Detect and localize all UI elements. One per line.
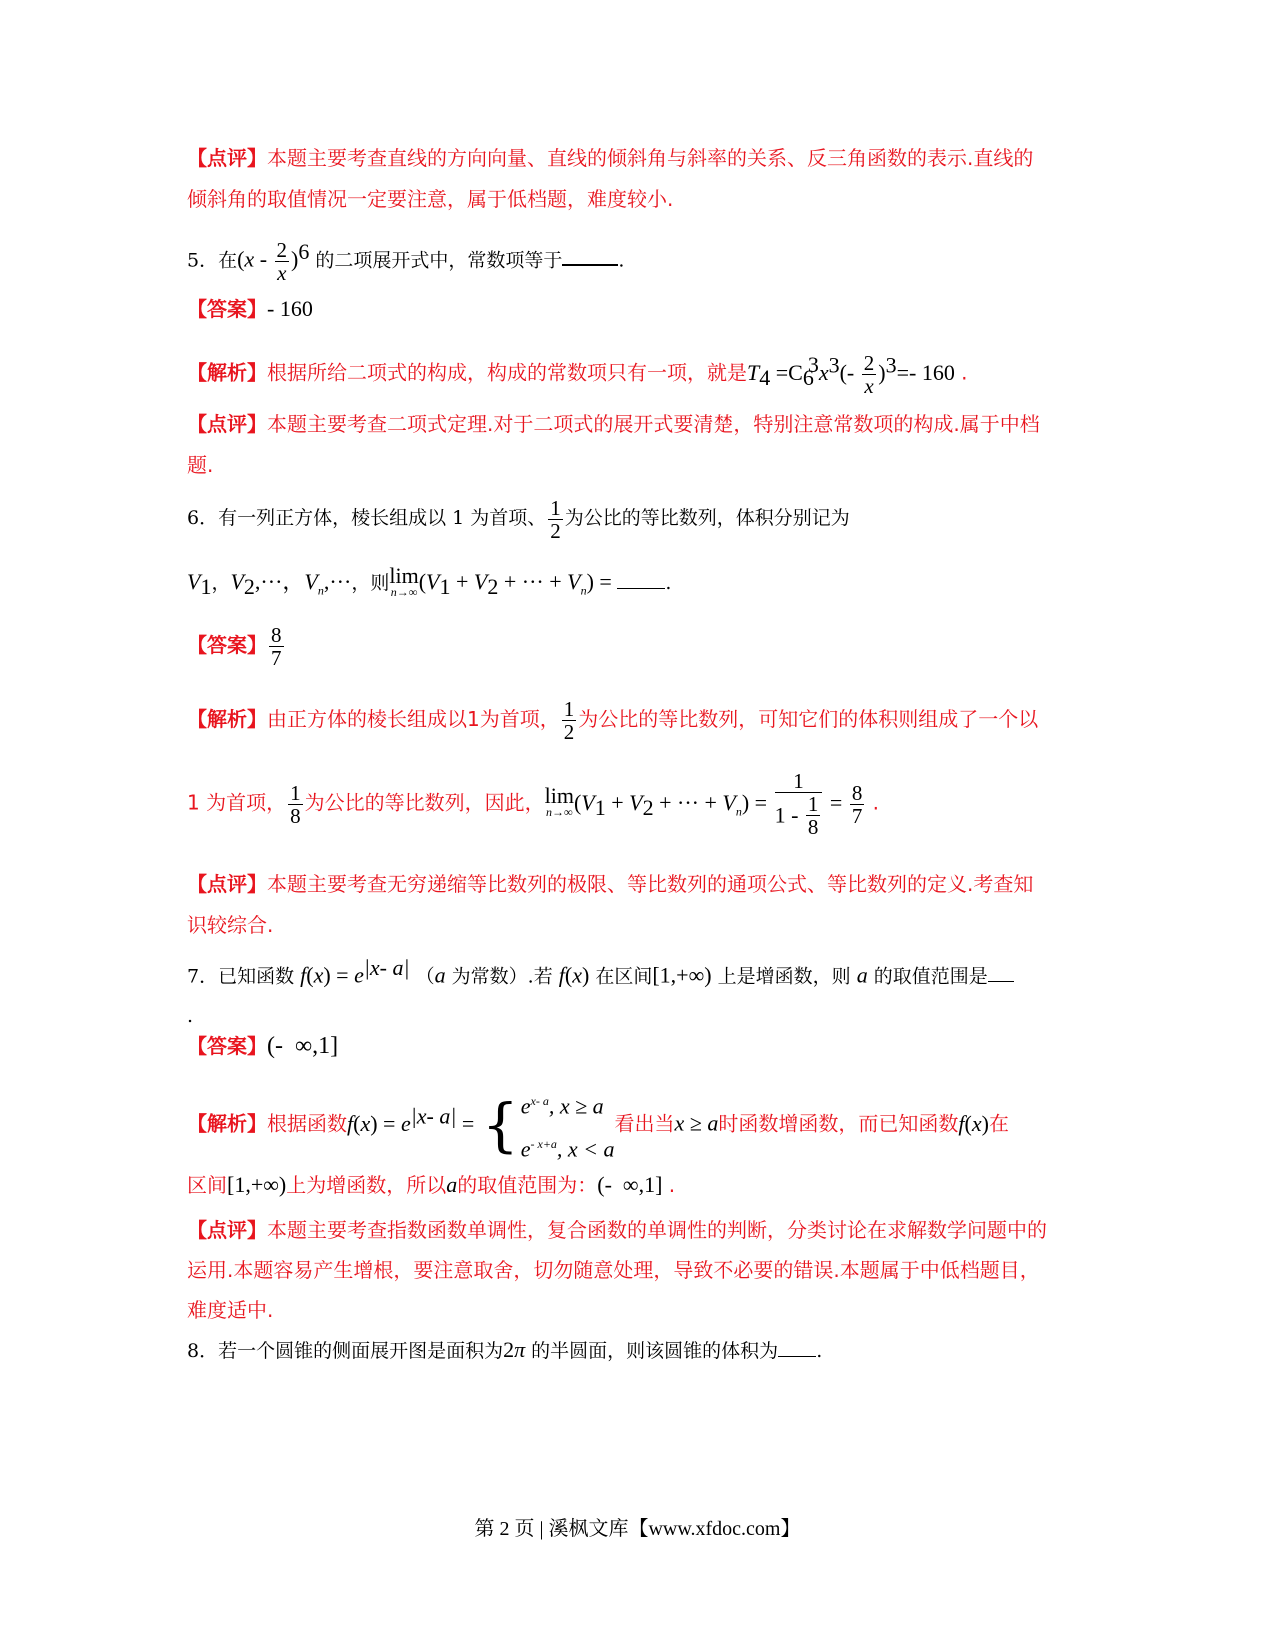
review-tag: 【点评】 [187,1218,267,1242]
q7-analysis-a: 根据函数 [267,1111,347,1136]
review-text-line2: 题. [187,453,214,477]
review-tag: 【点评】 [187,872,267,896]
q7-review [187,1210,1087,1330]
review-text-line1: 本题主要考查二项式定理.对于二项式的展开式要清楚，特别注意常数项的构成.属于中档 [267,412,1040,436]
q5-review [187,404,1087,486]
review-tag: 【点评】 [187,412,267,436]
q5-analysis: 【解析】根据所给二项式的构成，构成的常数项只有一项，就是$T_4 =C_6^3x^3(-$ $\frac{2}{x}$ )$^3$=- 160 . [187,350,968,398]
answer-blank [562,250,618,266]
question-6-line2: $V_1$，$V_2,\cdot\cdot\cdot$，$V_n,\cdot\cdot\cdot$，则 lim n→∞ ($V_1 + V_2$ + ··· + $V_n$) = . [187,563,672,599]
q7-analysis2a: 区间 [187,1173,227,1197]
q6-analysis-text2b: 为公比的等比数列，因此， [304,790,545,815]
q6-analysis-line2: 1 为首项， $\frac{1}{8}$ 为公比的等比数列，因此， lim n→∞ ($V_1 + V_2$ + ··· + $V_n$) = 1 1 - $\frac{1}{8}$ = $\frac{8}{7}$ . [187,769,880,839]
q7-inc-text: 上是增函数，则 [717,965,851,988]
q7-paren: （ [415,965,435,988]
review-tag: 【点评】 [187,146,267,170]
review-text-line1: 本题主要考查无穷递缩等比数列的极限、等比数列的通项公式、等比数列的定义.考查知 [267,872,1034,896]
analysis-tag: 【解析】 [187,707,267,731]
brace: { [481,1091,519,1160]
q5-analysis-text: 根据所给二项式的构成，构成的常数项只有一项，就是 [267,360,747,385]
q8-number: 8．若一个圆锥的侧面展开图是面积为 [187,1340,504,1362]
question-7: 7．已知函数 $f(x) = e^{|x- a|}$ （a 为常数）.若 f(x) 在区间[1,+∞) 上是增函数，则 a 的取值范围是 . [187,948,1087,1036]
q6-analysis-text1b: 为公比的等比数列，可知它们的体积则组成了一个以 [578,707,1039,731]
q6-number: 6．有一列正方体，棱长组成以 1 为首项、 [187,507,547,529]
q7-number: 7．已知函数 [187,965,295,988]
q7-analysis-b: 看出当 [614,1111,675,1136]
review-q4 [187,138,1087,220]
fraction-limit-result: 1 1 - $\frac{1}{8}$ [775,770,823,838]
review-text-line2: 识较综合. [187,913,274,937]
q6-answer [187,620,1087,670]
q5-text: 的二项展开式中，常数项等于 [315,249,563,272]
limit: lim n→∞ [389,563,419,599]
q7-analysis: 【解析】根据函数$f(x) = e^{|x- a|}$ = { $e^{x- a}$, x ≥ a $e^{- x+a}$, x < a 看出当x ≥ a时函数增函数，而已知函数f(x)在 [187,1076,1087,1168]
answer-tag: 【答案】 [187,1034,267,1058]
answer-tag: 【答案】 [187,297,267,321]
q7-const-text: 为常数）.若 [451,965,553,988]
fraction-8-over-7: $\frac{8}{7}$ [851,780,863,828]
q8-text: 的半圆面，则该圆锥的体积为 [531,1340,779,1362]
q7-range-text: 的取值范围是 [873,965,988,988]
limit: lim n→∞ [544,783,574,819]
q7-analysis2b: 上为增函数，所以 [286,1173,447,1197]
q6-answer-fraction: $\frac{8}{7}$ [271,623,282,670]
fraction-1-over-2: $\frac{1}{2}$ [550,495,561,543]
answer-blank [617,574,665,589]
review-text-line2: 倾斜角的取值情况一定要注意，属于低档题，难度较小. [187,187,674,211]
page-footer: 第 2 页 | 溪枫文库【www.xfdoc.com】 [474,1518,801,1540]
q6-analysis [187,694,1087,744]
question-6 [187,494,1087,542]
q7-analysis-line2: 区间[1,+∞)上为增函数，所以a的取值范围为：(- ∞,1] . [187,1172,676,1197]
fraction-2-over-x: $\frac{2}{x}$ [276,237,288,285]
fraction-1-over-2: $\frac{1}{2}$ [563,697,575,744]
review-text-line3: 难度适中. [187,1298,274,1322]
q7-interval-text: 在区间 [595,965,653,988]
q6-text1: 为公比的等比数列，体积分别记为 [564,507,850,529]
q7-answer: 【答案】(- ∞,1] [187,1033,339,1059]
q7-analysis-d: 在 [988,1111,1009,1136]
review-text-line1: 本题主要考查指数函数单调性，复合函数的单调性的判断，分类讨论在求解数学问题中的 [267,1218,1047,1242]
question-8: 8．若一个圆锥的侧面展开图是面积为2π 的半圆面，则该圆锥的体积为 . [187,1337,823,1362]
fraction-2-over-x: $\frac{2}{x}$ [863,350,875,398]
q6-text2: ，则 [351,572,390,594]
piecewise-cases: $e^{x- a}$, x ≥ a $e^{- x+a}$, x < a [520,1093,615,1162]
q5-number: 5．在 [187,249,238,272]
q5-analysis-result: =- 160 [896,359,955,385]
fraction-1-over-8: $\frac{1}{8}$ [290,780,301,828]
analysis-tag: 【解析】 [187,1111,267,1136]
q6-analysis-text2a: 1 为首项， [187,790,287,815]
answer-blank [988,967,1014,982]
analysis-tag: 【解析】 [187,360,267,385]
answer-tag: 【答案】 [187,633,267,657]
review-text-line2: 运用.本题容易产生增根，要注意取舍，切勿随意处理，导致不必要的错误.本题属于中低档题目， [187,1258,1040,1282]
q5-answer-value: - 160 [267,296,313,321]
answer-blank [778,1342,816,1357]
review-text-line1: 本题主要考查直线的方向向量、直线的倾斜角与斜率的关系、反三角函数的表示.直线的 [267,146,1034,170]
q6-analysis-text1a: 由正方体的棱长组成以1为首项， [267,707,560,731]
q7-analysis2c: 的取值范围为： [457,1173,598,1197]
question-5: 5．在(x - $\frac{2}{x}$ )$^6$ 的二项展开式中，常数项等于 . [187,237,625,285]
q5-answer [187,288,1087,330]
q6-review [187,864,1087,946]
q7-analysis-c: 时函数增函数，而已知函数 [718,1111,959,1136]
